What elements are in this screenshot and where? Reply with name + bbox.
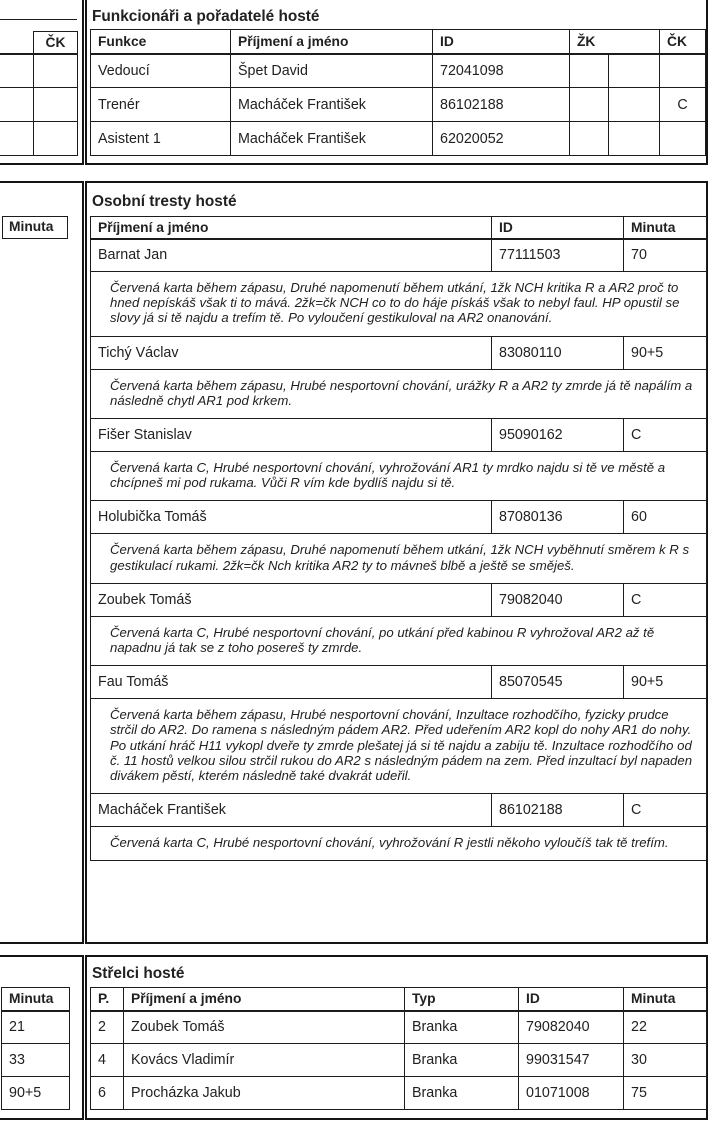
cell-name: Macháček František <box>231 88 433 122</box>
header-minute: Minuta <box>624 988 707 1011</box>
cell-name: Zoubek Tomáš <box>124 1011 405 1044</box>
header-name: Příjmení a jméno <box>231 30 433 54</box>
cell-role: Vedoucí <box>91 54 231 88</box>
cell-name: Špet David <box>231 54 433 88</box>
cell-id: 86102188 <box>492 794 624 827</box>
cell-id: 79082040 <box>492 583 624 616</box>
cell-minute: C <box>624 794 707 827</box>
table-row <box>0 32 78 54</box>
penalty-row <box>91 583 707 616</box>
scorer-row <box>91 1044 707 1077</box>
home-scorers-table-cut <box>1 987 70 1110</box>
officials-row <box>91 122 706 156</box>
cell-id: 01071008 <box>519 1077 624 1110</box>
cell-zk2 <box>609 54 660 88</box>
officials-table <box>90 29 706 156</box>
cell-minute: 60 <box>624 501 707 534</box>
penalty-row <box>91 336 707 369</box>
penalty-note: Červená karta C, Hrubé nesportovní chování, vyhrožování R jestli někoho vyloučíš tak tě trefím. <box>91 827 707 861</box>
empty-cell <box>34 88 78 122</box>
header-p: P. <box>91 988 124 1011</box>
cell-name: Fišer Stanislav <box>91 419 492 452</box>
empty-cell <box>0 88 34 122</box>
cell-id: 62020052 <box>433 122 570 156</box>
scorers-section-title: Střelci hosté <box>92 965 185 982</box>
penalty-note-row <box>91 616 707 665</box>
cell-number: 2 <box>91 1011 124 1044</box>
cell-id: 99031547 <box>519 1044 624 1077</box>
header-funkce: Funkce <box>91 30 231 54</box>
penalty-row <box>91 239 707 272</box>
penalties-header-row <box>91 217 707 239</box>
officials-header-row <box>91 30 706 54</box>
cell-id: 79082040 <box>519 1011 624 1044</box>
home-table-top-edge <box>0 19 77 20</box>
cut-cell <box>0 32 34 54</box>
header-id: ID <box>492 217 624 239</box>
home-penalties-minute-header: Minuta <box>2 216 68 239</box>
cell-minute: 90+5 <box>624 666 707 699</box>
cell-name: Macháček František <box>91 794 492 827</box>
cell-role: Asistent 1 <box>91 122 231 156</box>
cell-number: 6 <box>91 1077 124 1110</box>
header-name: Příjmení a jméno <box>124 988 405 1011</box>
header-id: ID <box>433 30 570 54</box>
cell-name: Tichý Václav <box>91 336 492 369</box>
penalty-note: Červená karta C, Hrubé nesportovní chování, po utkání před kabinou R vyhrožoval AR2 až tě napadnu já tak se z toho posereš ty zmrde. <box>91 616 707 665</box>
table-row <box>0 54 78 88</box>
minute-column-header: Minuta <box>2 988 70 1011</box>
penalties-section-title: Osobní tresty hosté <box>92 193 237 210</box>
cell-zk1 <box>570 122 609 156</box>
penalty-note: Červená karta během zápasu, Hrubé nesportovní chování, urážky R a AR2 ty zmrde já tě napálím a následně chytl AR1 pod krkem. <box>91 369 707 418</box>
penalty-row <box>91 419 707 452</box>
table-row <box>2 1044 70 1077</box>
cell-zk2 <box>609 88 660 122</box>
cell-id: 72041098 <box>433 54 570 88</box>
cell-minute: 75 <box>624 1077 707 1110</box>
table-row <box>0 88 78 122</box>
empty-cell <box>34 54 78 88</box>
header-zk: ŽK <box>570 30 660 54</box>
cell-minute: 22 <box>624 1011 707 1044</box>
ck-column-header: ČK <box>34 32 78 54</box>
empty-cell <box>0 54 34 88</box>
empty-cell <box>34 122 78 156</box>
cell-name: Fau Tomáš <box>91 666 492 699</box>
penalties-table <box>90 216 707 861</box>
penalty-note-row <box>91 452 707 501</box>
table-row <box>2 1011 70 1044</box>
cell-minute: C <box>624 419 707 452</box>
table-row <box>2 988 70 1011</box>
cell-typ: Branka <box>405 1077 519 1110</box>
penalty-row <box>91 501 707 534</box>
cell-name: Macháček František <box>231 122 433 156</box>
home-penalties-frame <box>0 181 84 944</box>
header-ck: ČK <box>660 30 706 54</box>
header-minute: Minuta <box>624 217 707 239</box>
cell-id: 77111503 <box>492 239 624 272</box>
penalty-note-row <box>91 534 707 583</box>
cell-name: Procházka Jakub <box>124 1077 405 1110</box>
cell-minute: 90+5 <box>624 336 707 369</box>
cell-name: Kovács Vladimír <box>124 1044 405 1077</box>
cell-zk1 <box>570 88 609 122</box>
cell-name: Holubička Tomáš <box>91 501 492 534</box>
cell-ck <box>660 54 706 88</box>
penalty-row <box>91 794 707 827</box>
penalty-note: Červená karta během zápasu, Druhé napomenutí během utkání, 1žk NCH kritika R a AR2 proč to hned nepískáš však ti to mává. 2žk=čk NCH co to do háje pískáš však to nebyl faul. HP opustil se slovy já si tě najdu a trefím tě. Po vyloučení gestikuloval na AR2 onanování. <box>91 272 707 337</box>
penalty-note-row <box>91 699 707 794</box>
table-row <box>2 1077 70 1110</box>
cell-typ: Branka <box>405 1044 519 1077</box>
cell-ck <box>660 122 706 156</box>
scorers-table <box>90 987 707 1110</box>
penalty-note: Červená karta C, Hrubé nesportovní chování, vyhrožování AR1 ty mrdko najdu si tě ve městě a chcípneš mi pod rukama. Vůči R vím kde bydlíš najdu si tě. <box>91 452 707 501</box>
header-typ: Typ <box>405 988 519 1011</box>
header-name: Příjmení a jméno <box>91 217 492 239</box>
cell-name: Barnat Jan <box>91 239 492 272</box>
penalty-note: Červená karta během zápasu, Hrubé nesportovní chování, Inzultace rozhodčího, fyzicky prudce strčil do AR2. Do ramena s následným pádem AR2. Před udeřením AR2 kopl do nohy AR1 do nohy. Po utkání hráč H11 vykopl dveře ty zmrde plešatej já si tě najdu a zabiju tě. Inzultace rozhodčího od č. 11 hostů velkou silou strčil rukou do AR2 s následným pádem na zem. Před inzultací byl napaden divákem pěstí, kterém následně také dvakrát udeřil. <box>91 699 707 794</box>
cell-id: 87080136 <box>492 501 624 534</box>
cell-ck: C <box>660 88 706 122</box>
cell-minute: 30 <box>624 1044 707 1077</box>
officials-section-title: Funkcionáři a pořadatelé hosté <box>92 8 320 25</box>
minute-cell: 21 <box>2 1011 70 1044</box>
cell-role: Trenér <box>91 88 231 122</box>
home-officials-table-cut <box>0 31 78 156</box>
penalty-note: Červená karta během zápasu, Druhé napomenutí během utkání, 1žk NCH vyběhnutí směrem k R s gestikulací rukami. 2žk=čk Nch kritika AR2 ty to mávneš blbě a ještě se směješ. <box>91 534 707 583</box>
penalty-row <box>91 666 707 699</box>
cell-number: 4 <box>91 1044 124 1077</box>
minute-cell: 33 <box>2 1044 70 1077</box>
scorer-row <box>91 1011 707 1044</box>
cell-minute: C <box>624 583 707 616</box>
cell-id: 85070545 <box>492 666 624 699</box>
table-row <box>0 122 78 156</box>
cell-zk2 <box>609 122 660 156</box>
officials-row <box>91 54 706 88</box>
officials-row <box>91 88 706 122</box>
cell-name: Zoubek Tomáš <box>91 583 492 616</box>
penalty-note-row <box>91 827 707 861</box>
cell-id: 83080110 <box>492 336 624 369</box>
cell-minute: 70 <box>624 239 707 272</box>
cell-typ: Branka <box>405 1011 519 1044</box>
header-id: ID <box>519 988 624 1011</box>
scorer-row <box>91 1077 707 1110</box>
minute-cell: 90+5 <box>2 1077 70 1110</box>
penalty-note-row <box>91 272 707 337</box>
penalty-note-row <box>91 369 707 418</box>
empty-cell <box>0 122 34 156</box>
cell-id: 86102188 <box>433 88 570 122</box>
cell-zk1 <box>570 54 609 88</box>
scorers-header-row <box>91 988 707 1011</box>
cell-id: 95090162 <box>492 419 624 452</box>
